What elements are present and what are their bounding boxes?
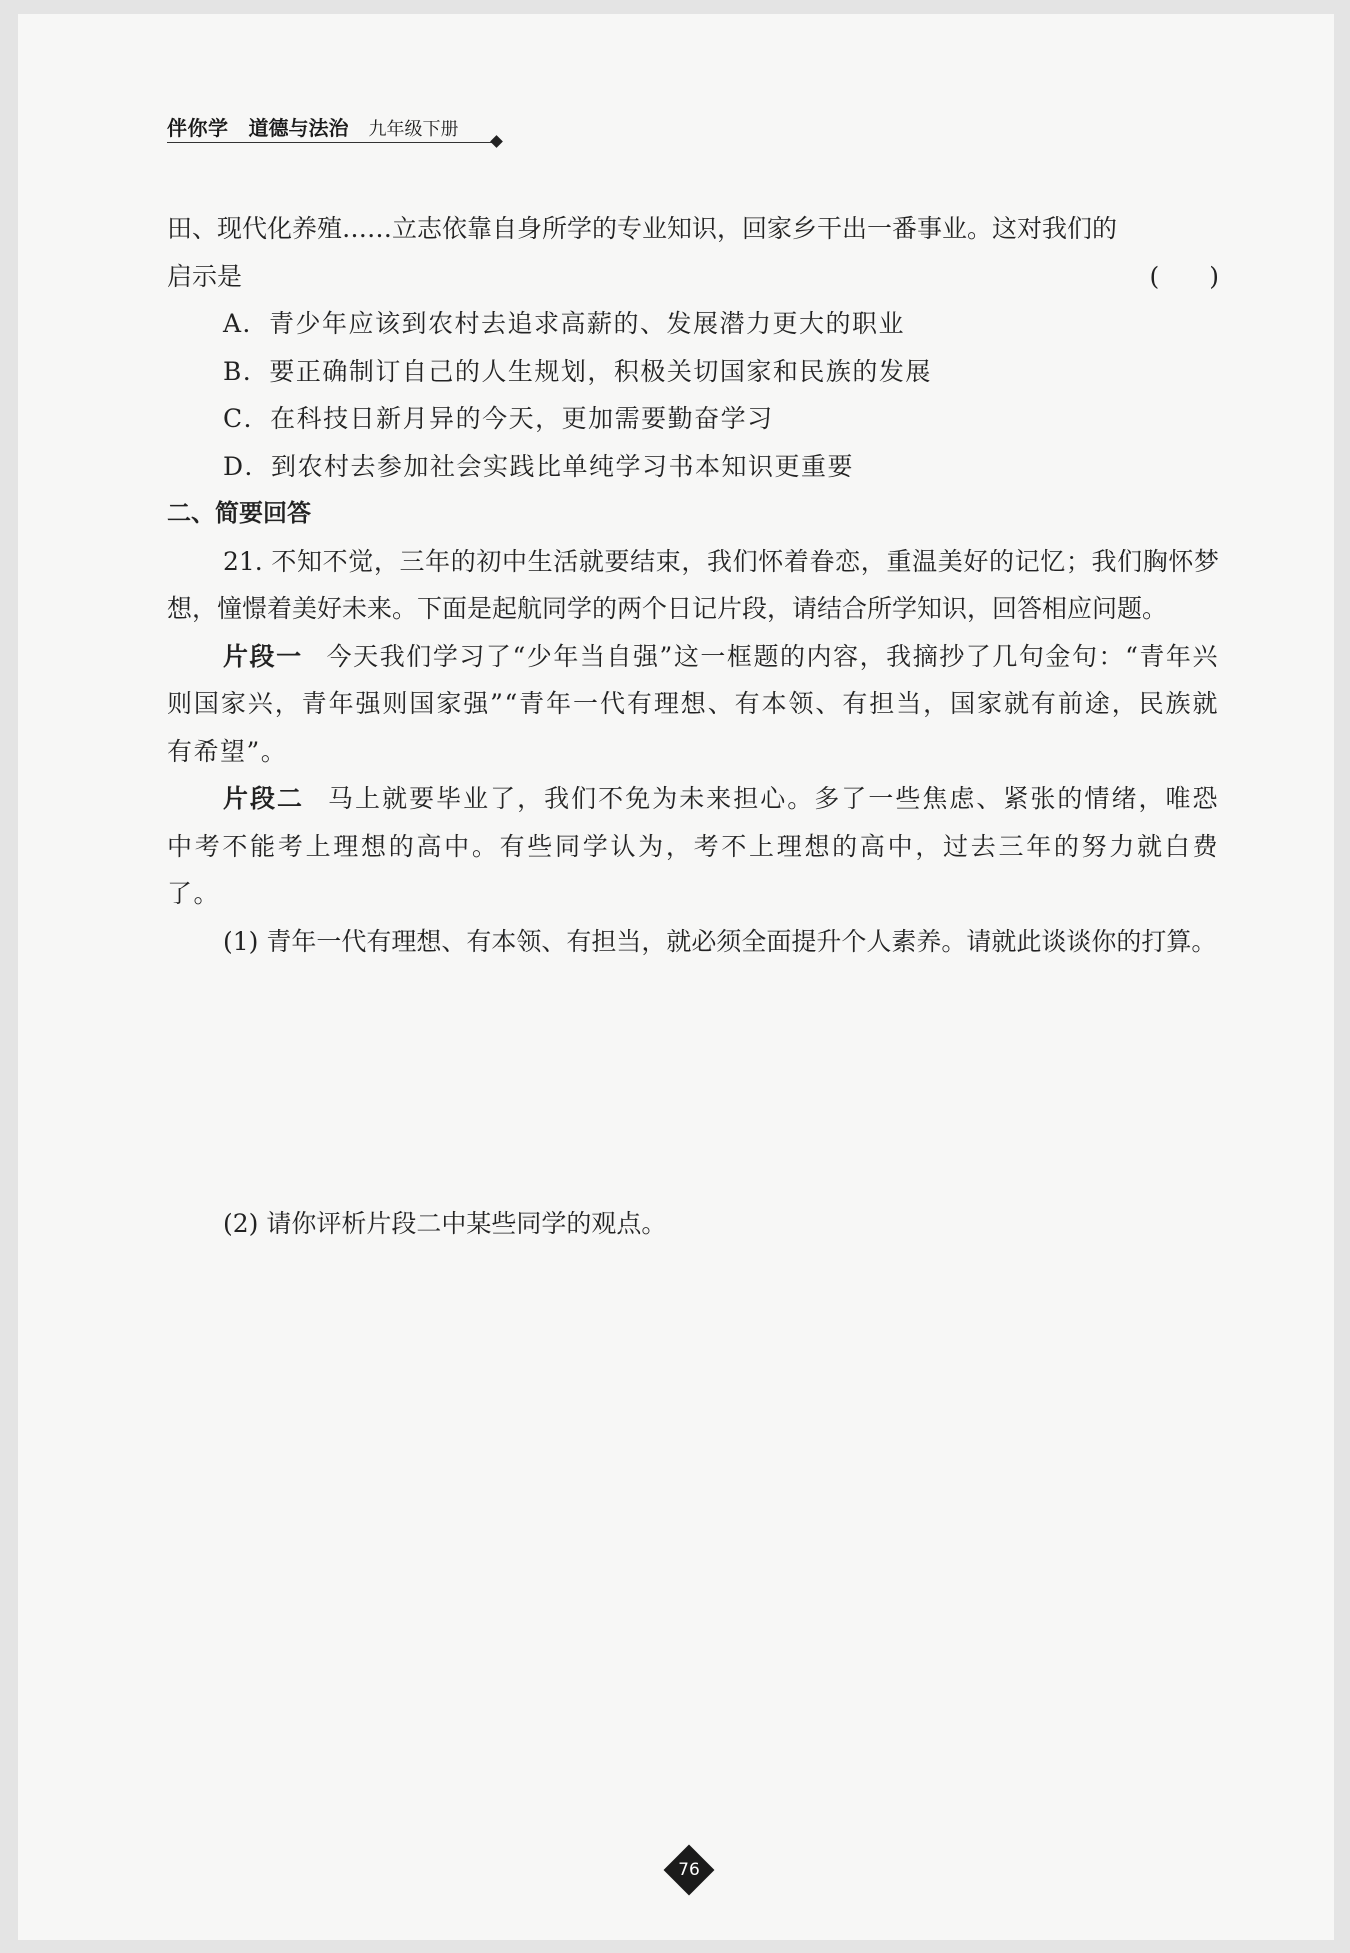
q20-option-b: B．要正确制订自己的人生规划，积极关切国家和民族的发展 <box>223 356 932 386</box>
page-content <box>167 205 1219 1248</box>
running-header <box>167 112 459 141</box>
q20-stem-line2 <box>167 253 1219 301</box>
q20-option-a: A．青少年应该到农村去追求高薪的、发展潜力更大的职业 <box>223 309 906 338</box>
answer-bracket: ( ) <box>1149 261 1219 291</box>
fragment-1-label: 片段一 <box>223 641 303 671</box>
q20-stem-end: 启示是 <box>167 261 243 291</box>
grade-label: 九年级下册 <box>368 119 459 140</box>
section-title: 二、简要回答 <box>167 499 311 527</box>
q20-option-d: D．到农村去参加社会实践比单纯学习书本知识更重要 <box>223 451 855 481</box>
header-rule <box>167 142 492 143</box>
q21-fragment-2 <box>167 775 1219 918</box>
fragment-2-label: 片段二 <box>223 784 305 813</box>
q21-intro: 21. 不知不觉，三年的初中生活就要结束，我们怀着眷恋，重温美好的记忆；我们胸怀梦想，憧憬着美好未来。下面是起航同学的两个日记片段，请结合所学知识，回答相应问题。 <box>167 546 1219 623</box>
q20-option-c: C．在科技日新月异的今天，更加需要勤奋学习 <box>223 404 774 433</box>
book-title: 伴你学 <box>167 116 229 140</box>
fragment-1-text: 今天我们学习了“少年当自强”这一框题的内容，我摘抄了几句金句：“青年兴则国家兴，青年强则国家强”“青年一代有理想、有本领、有担当，国家就有前途，民族就有希望”。 <box>167 641 1219 766</box>
q21-fragment-1 <box>167 633 1219 776</box>
q21-sub-1: (1) 青年一代有理想、有本领、有担当，就必须全面提升个人素养。请就此谈谈你的打算。 <box>223 926 1217 956</box>
fragment-2-text: 马上就要毕业了，我们不免为未来担心。多了一些焦虑、紧张的情绪，唯恐中考不能考上理想的高中。有些同学认为，考不上理想的高中，过去三年的努力就白费了。 <box>167 784 1219 908</box>
q20-stem-line1: 田、现代化养殖……立志依靠自身所学的专业知识，回家乡干出一番事业。这对我们的 <box>167 214 1118 243</box>
subject-title: 道德与法治 <box>248 116 349 140</box>
answer-space-1 <box>167 965 1219 1200</box>
page-number: 76 <box>678 1860 700 1880</box>
q21-sub-2: (2) 请你评析片段二中某些同学的观点。 <box>223 1209 667 1238</box>
